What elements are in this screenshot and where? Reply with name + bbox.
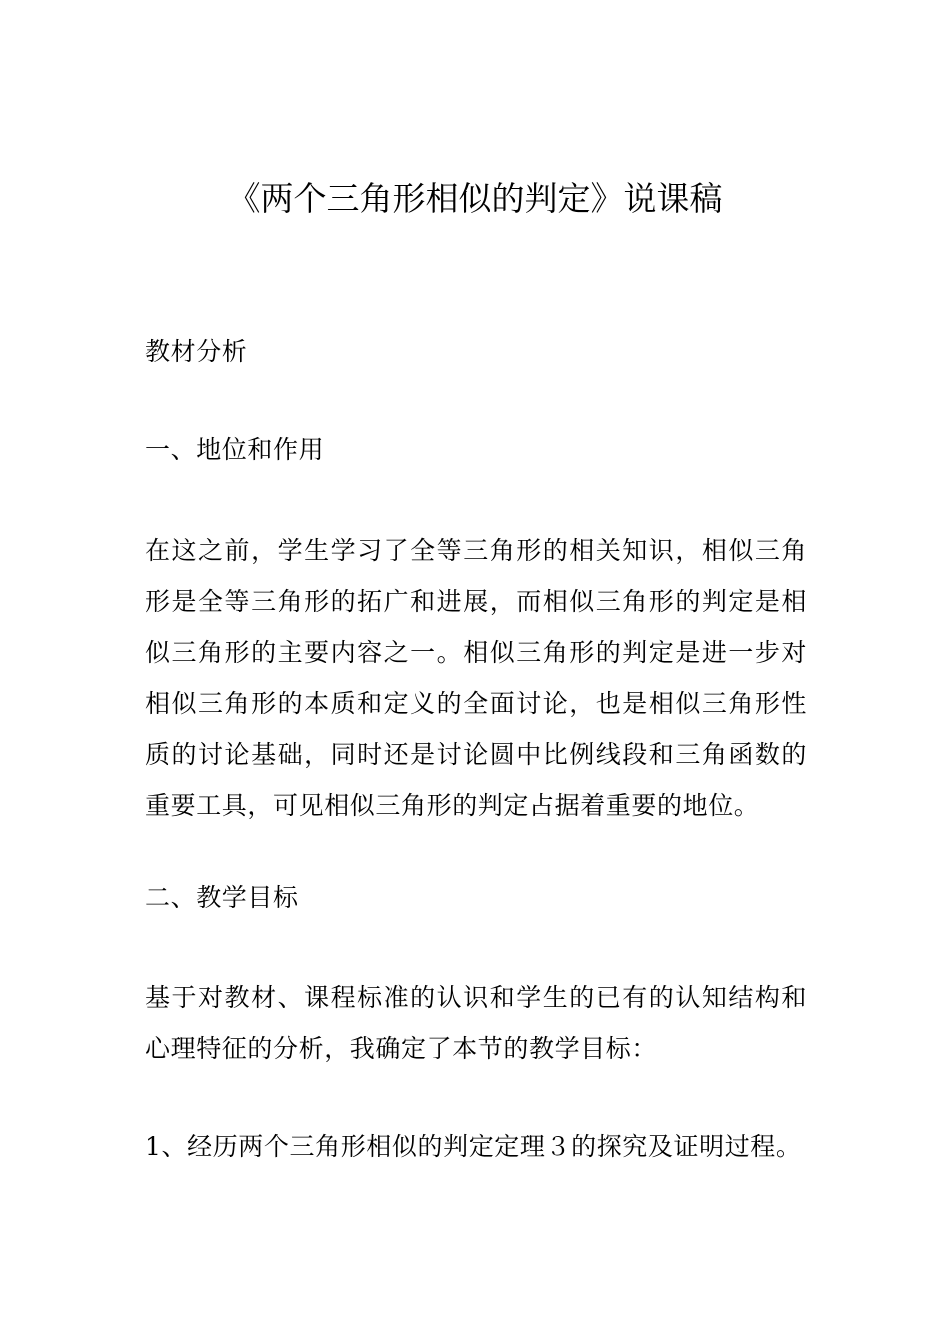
goal-list-item: 1、经历两个三角形相似的判定定理３的探究及证明过程。 <box>145 1132 802 1161</box>
section-title-position-role: 一、地位和作用 <box>145 435 325 464</box>
section-heading-materials: 教材分析 <box>145 337 248 366</box>
document-title: 《两个三角形相似的判定》说课稿 <box>227 179 723 218</box>
paragraph-position-role: 在这之前，学生学习了全等三角形的相关知识，相似三角形是全等三角形的拓广和进展，而相似三角形的判定是相似三角形的主要内容之一。相似三角形的判定是进一步对相似三角形的本质和定义的全面讨论，也是相似三角形性质的讨论基础，同时还是讨论圆中比例线段和三角函数的重要工具，可见相似三角形的判定占据着重要的地位。 <box>145 536 807 820</box>
paragraph-teaching-goals: 基于对教材、课程标准的认识和学生的已有的认知结构和心理特征的分析，我确定了本节的教学目标： <box>145 983 807 1063</box>
section-title-teaching-goals: 二、教学目标 <box>145 883 299 912</box>
